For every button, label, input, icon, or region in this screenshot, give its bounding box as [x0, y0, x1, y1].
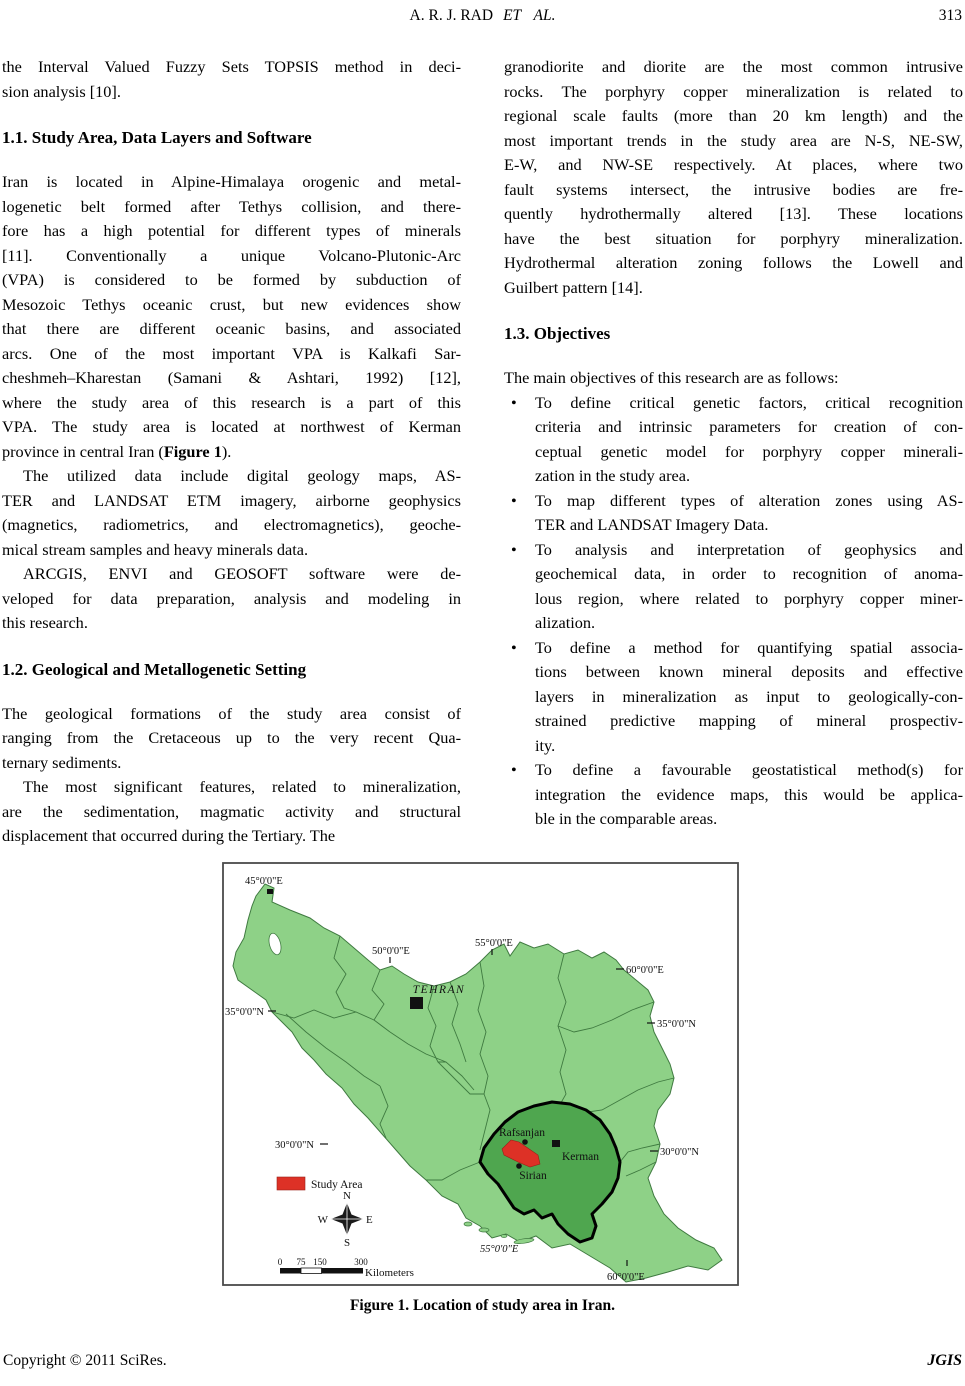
authors-text: A. R. J. RAD: [409, 7, 494, 24]
text-line: granodiorite and diorite are the most common intrusive: [504, 57, 963, 76]
text-line: veloped for data preparation, analysis and modeling in: [2, 588, 461, 608]
text-line: criteria and intrinsic parameters for creation of con-: [535, 417, 963, 436]
coord-55e-top: 55°0'0"E: [475, 938, 513, 949]
text-line: [11]. Conventionally a unique Volcano-Plutonic-Arc: [2, 245, 461, 265]
compass-n: N: [343, 1190, 351, 1202]
text-line: cheshmeh–Kharestan (Samani & Ashtari, 1992) [12],: [2, 368, 461, 387]
bullet-marker: •: [511, 392, 517, 412]
text-line: are the sedimentation, magmatic activity and structural: [2, 801, 461, 821]
kerman-city-marker: [552, 1140, 560, 1147]
text-line: To define a favourable geostatistical method(s) for: [535, 760, 963, 779]
text-line: layers in mineralization as input to geologically-con-: [535, 686, 963, 706]
tick-45e: [267, 889, 273, 894]
text-line: Iran is located in Alpine-Himalaya orogenic and metal-: [2, 172, 461, 191]
scale-seg-2: [301, 1268, 322, 1274]
text-line: most important trends in the study area are N-S, NE-SW,: [504, 130, 963, 150]
bullet-marker: •: [511, 760, 517, 779]
bullet-item: [504, 489, 963, 538]
text-line: strained predictive mapping of mineral prospectiv-: [535, 711, 963, 730]
text-line: that there are different oceanic basins, and associated: [2, 319, 461, 338]
text-line: fault systems intersect, the intrusive bodies are fre-: [504, 179, 963, 199]
paragraph: [2, 702, 461, 776]
scale-75: 75: [296, 1257, 306, 1267]
text-line: displacement that occurred during the Tertiary. The: [2, 826, 336, 845]
text-line: The utilized data include digital geology maps, AS-: [23, 466, 461, 485]
paragraph: [2, 562, 461, 636]
section-heading: 1.1. Study Area, Data Layers and Software: [2, 128, 312, 147]
right-column: [504, 55, 963, 832]
text-line: ity.: [535, 735, 556, 755]
text-line: (VPA) is considered to be formed by subduction of: [2, 270, 461, 289]
legend-study-swatch: [277, 1177, 305, 1190]
legend-study-label: Study Area: [311, 1179, 363, 1191]
map-legend: [277, 1177, 362, 1191]
text-line: ARCGIS, ENVI and GEOSOFT software were de-: [23, 564, 461, 583]
bullet-marker: •: [511, 539, 517, 559]
scale-0: 0: [277, 1257, 283, 1267]
text-line: To analysis and interpretation of geophysics and: [535, 539, 963, 559]
coord-30n-right: 30°0'0"N: [660, 1147, 699, 1158]
text-line: lous region, where related to porphyry copper miner-: [535, 588, 963, 608]
text-line: integration the evidence maps, this would be applica-: [535, 784, 963, 804]
bullet-text: [535, 636, 963, 759]
copyright-text: Copyright © 2011 SciRes.: [3, 1352, 167, 1369]
compass-w: W: [317, 1214, 328, 1226]
text-line: quently hydrothermally altered [13]. These locations: [504, 204, 963, 223]
text-line: To map different types of alteration zones using AS-: [535, 490, 963, 510]
bullet-item: [504, 758, 963, 832]
text-line: To define a method for quantifying spatial associa-: [535, 637, 963, 657]
text-line: rocks. The porphyry copper mineralization is related to: [504, 81, 963, 101]
text-line: regional scale faults (more than 20 km length) and the: [504, 106, 963, 125]
text-line: (magnetics, radiometrics, and electromagnetics), geoche-: [2, 515, 461, 534]
tehran-marker: [410, 997, 423, 1009]
text-line: The geological formations of the study area consist of: [2, 703, 461, 723]
coord-35n-left: 35°0'0"N: [225, 1007, 264, 1018]
rafsanjan-marker: [522, 1139, 528, 1145]
rafsanjan-label: Rafsanjan: [499, 1127, 545, 1139]
left-column: [2, 55, 461, 849]
text-line: this research.: [2, 613, 88, 632]
paragraph: [2, 775, 461, 849]
etal-text: ET AL.: [503, 7, 556, 24]
coord-60e-right: 60°0'0"E: [626, 965, 664, 976]
text-line: tions between known mineral deposits and effective: [535, 662, 963, 681]
sirjan-marker: [516, 1163, 522, 1169]
tehran-label: TEHRAN: [412, 984, 466, 996]
text-line: have the best situation for porphyry mineralization.: [504, 228, 963, 248]
bullet-marker: •: [511, 637, 517, 657]
bullet-text: [535, 489, 963, 538]
text-line: ceptual genetic model for porphyry copper minerali-: [535, 441, 963, 461]
running-head: [0, 7, 965, 29]
compass-s: S: [343, 1237, 351, 1249]
figure-map-iran: [222, 862, 739, 1286]
text-line: geochemical data, in order to recognition of anoma-: [535, 564, 963, 583]
bullet-text: [535, 538, 963, 636]
text-line: alization.: [535, 613, 596, 632]
text-line: E-W, and NW-SE respectively. At places, where two: [504, 155, 963, 174]
page-number: 313: [938, 7, 962, 24]
iran-location-map: [222, 862, 739, 1286]
text-line: where the study area of this research is a part of this: [2, 392, 461, 412]
text-line: TER and LANDSAT ETM imagery, airborne geophysics: [2, 490, 461, 510]
coord-45e: 45°0'0"E: [245, 876, 283, 887]
text-line: sion analysis [10].: [2, 81, 121, 101]
coord-55e-bottom: 55°0'0"E: [480, 1244, 519, 1255]
compass-e: E: [366, 1214, 373, 1226]
coord-35n-right: 35°0'0"N: [657, 1019, 696, 1030]
text-line: ble in the comparable areas.: [535, 809, 718, 828]
text-line: Mesozoic Tethys oceanic crust, but new evidences show: [2, 294, 461, 314]
text-line: Hydrothermal alteration zoning follows the Lowell and: [504, 253, 963, 272]
section-heading: 1.2. Geological and Metallogenetic Setting: [2, 659, 307, 679]
kerman-city-label: Kerman: [562, 1151, 600, 1163]
paragraph: [2, 464, 461, 562]
bullet-text: [535, 391, 963, 489]
paragraph: [504, 55, 963, 300]
bullet-item: [504, 391, 963, 489]
figure-caption: Figure 1. Location of study area in Iran.: [349, 1297, 616, 1314]
bullet-item: [504, 538, 963, 636]
paragraph: [2, 55, 461, 104]
text-line: zation in the study area.: [535, 466, 691, 485]
text-line: province in central Iran (Figure 1).: [2, 441, 232, 461]
text-line: To define critical genetic factors, critical recognition: [535, 392, 963, 412]
text-line: VPA. The study area is located at northwest of Kerman: [2, 417, 461, 436]
text-line: TER and LANDSAT Imagery Data.: [535, 515, 769, 534]
coord-60e-bottom: 60°0'0"E: [607, 1272, 645, 1283]
section-heading: 1.3. Objectives: [504, 324, 611, 343]
scale-seg-1: [280, 1268, 301, 1274]
bullet-marker: •: [511, 490, 517, 510]
paragraph: [2, 170, 461, 464]
text-line: mical stream samples and heavy minerals data.: [2, 539, 309, 559]
scale-unit: Kilometers: [365, 1267, 414, 1279]
scale-150: 150: [313, 1257, 327, 1267]
text-line: ranging from the Cretaceous up to the very recent Qua-: [2, 728, 461, 747]
bullet-item: [504, 636, 963, 759]
coord-50e: 50°0'0"E: [372, 946, 410, 957]
text-line: Guilbert pattern [14].: [504, 277, 643, 297]
text-line: fore has a high potential for different types of minerals: [2, 221, 461, 240]
text-line: arcs. One of the most important VPA is Kalkafi Sar-: [2, 343, 461, 363]
scale-300: 300: [354, 1257, 368, 1267]
coord-30n-left: 30°0'0"N: [275, 1140, 314, 1151]
running-head-title: [0, 7, 965, 25]
text-line: ternary sediments.: [2, 752, 122, 772]
sirjan-label: Sirian: [519, 1170, 547, 1182]
journal-abbrev: JGIS: [927, 1352, 962, 1369]
text-line: The main objectives of this research are as follows:: [504, 368, 839, 387]
text-line: logenetic belt formed after Tethys collision, and there-: [2, 196, 461, 216]
text-line: the Interval Valued Fuzzy Sets TOPSIS method in deci-: [2, 57, 461, 76]
paragraph: [504, 366, 963, 391]
text-line: The most significant features, related to mineralization,: [23, 777, 461, 796]
page-footer: [3, 1352, 962, 1374]
scale-seg-3: [322, 1268, 364, 1274]
bullet-text: [535, 758, 963, 832]
